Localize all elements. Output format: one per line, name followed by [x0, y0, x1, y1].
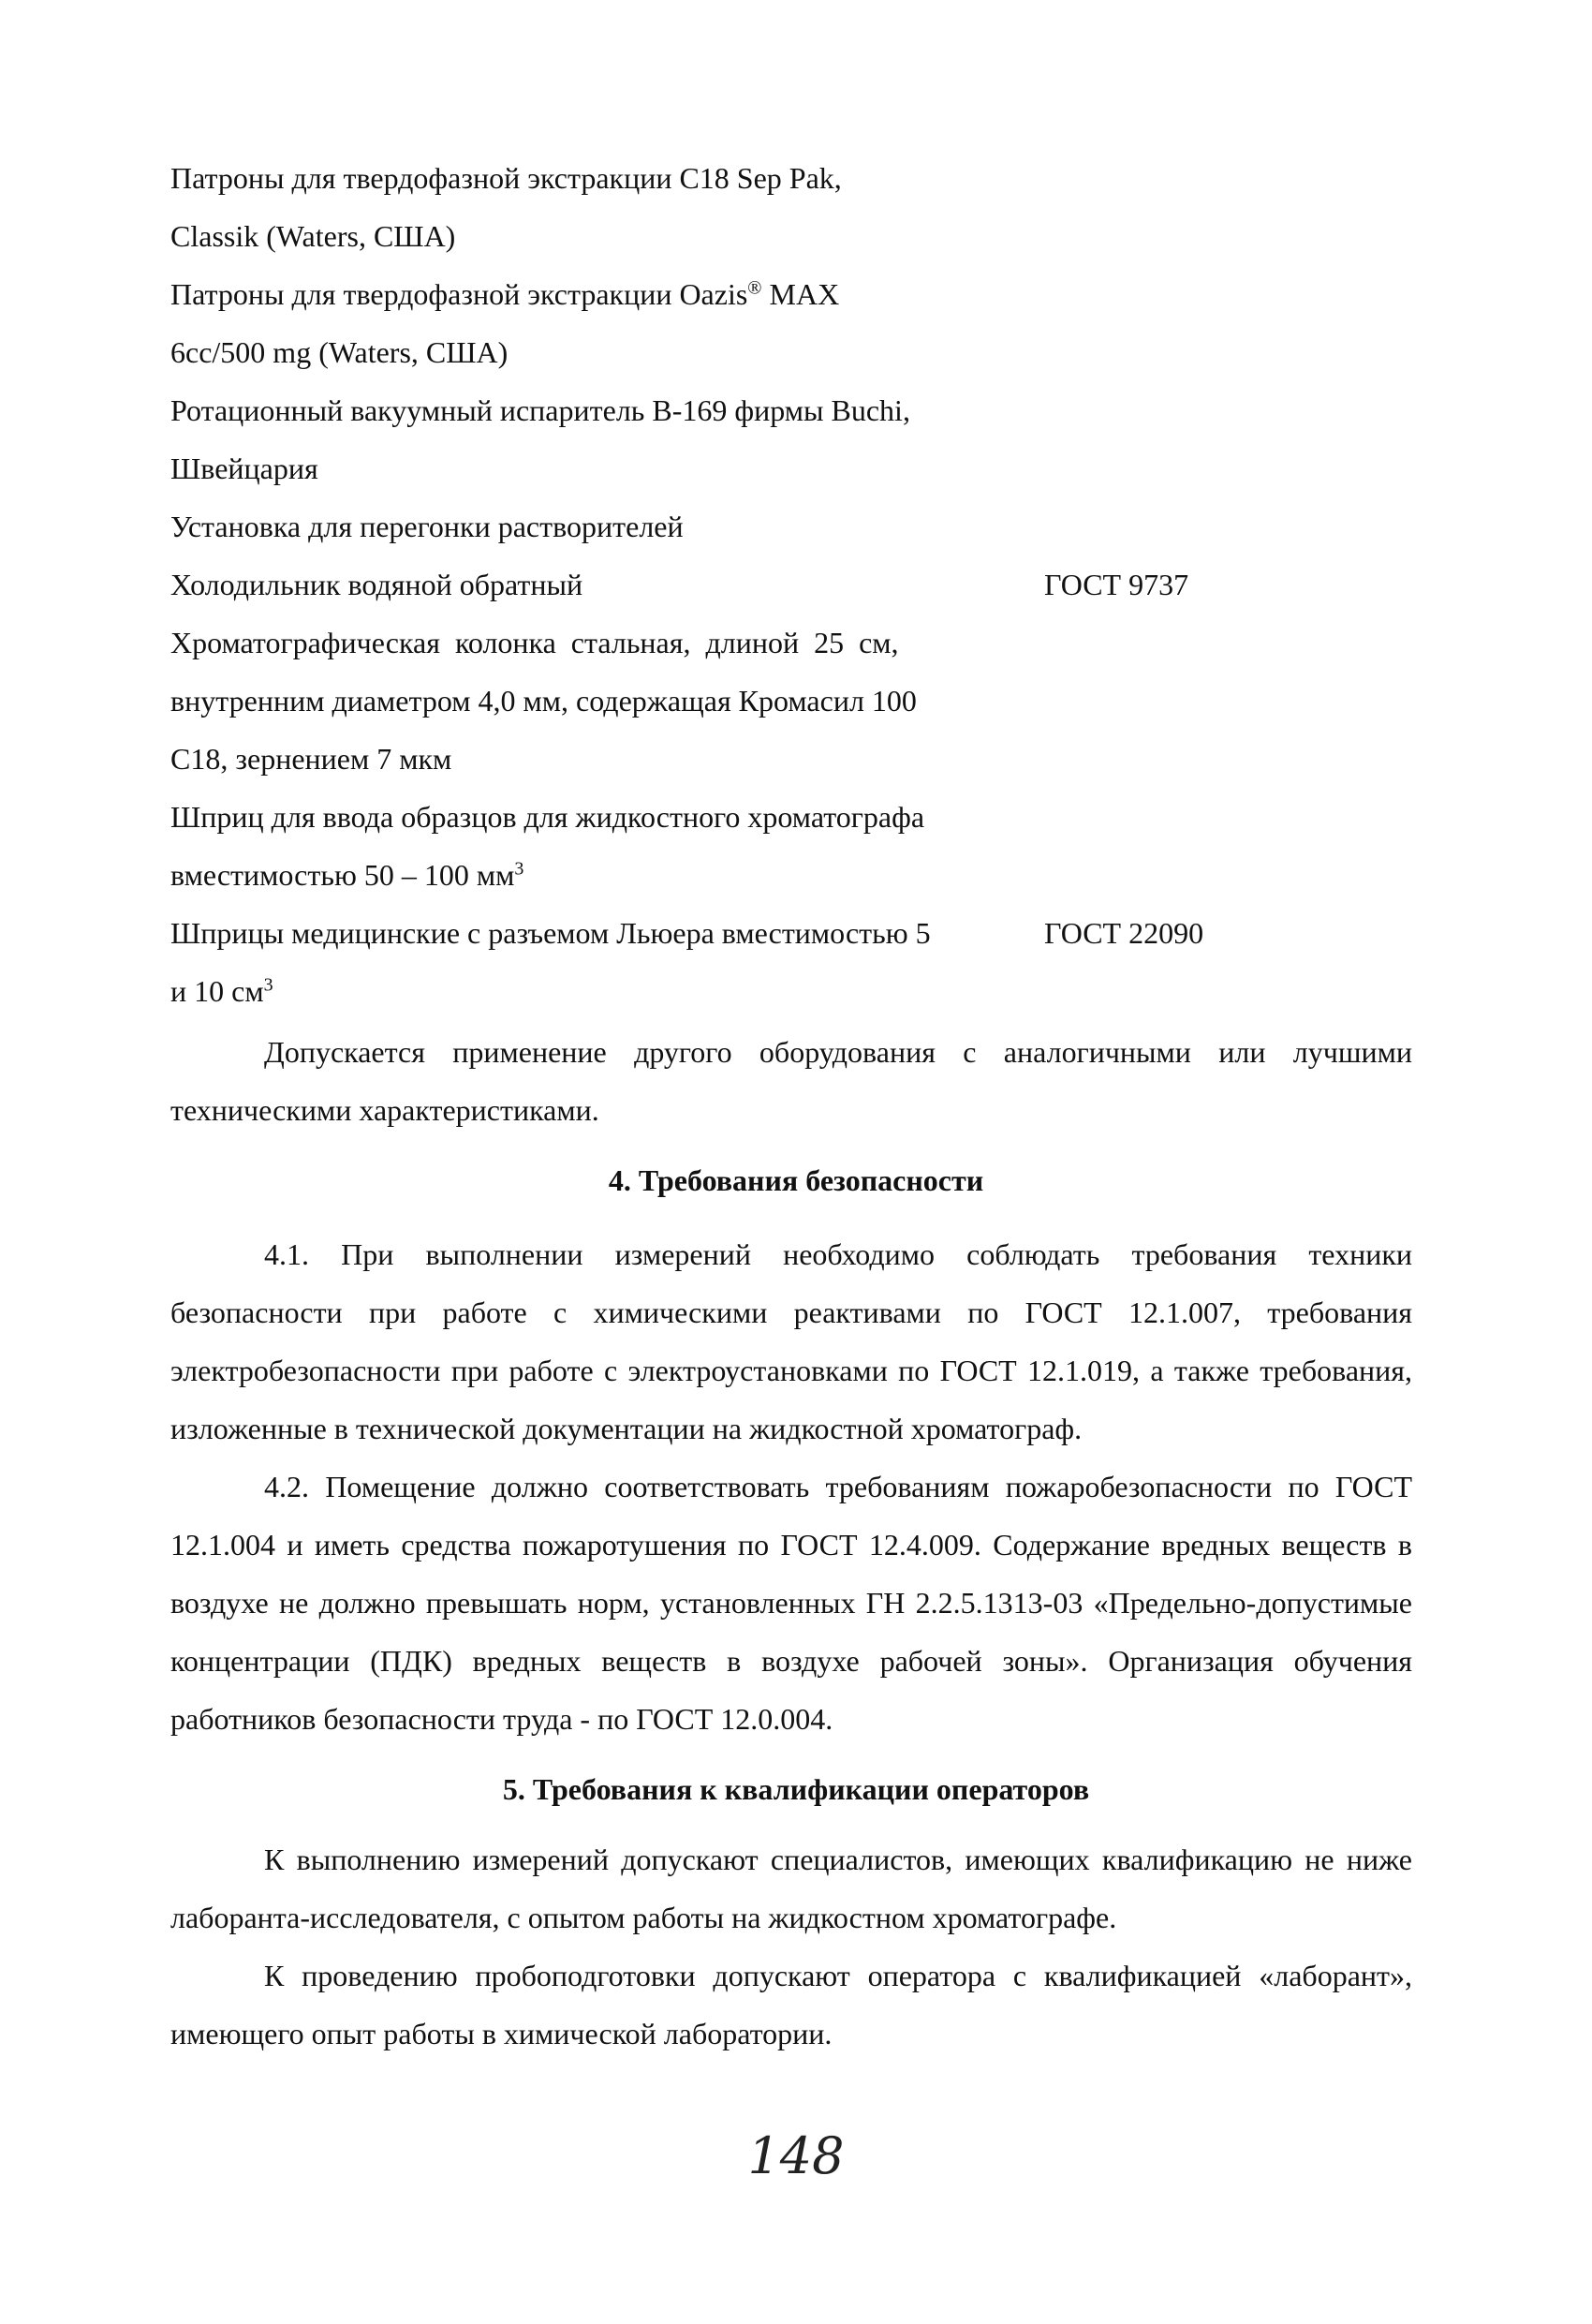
section-5-heading: 5. Требования к квалификации операторов: [502, 1772, 1090, 1806]
equipment-line-text: внутренним диаметром 4,0 мм, содержащая Кромасил 100: [170, 684, 917, 718]
superscript: 3: [514, 858, 524, 880]
equipment-line-text: 6cc/500 mg (Waters, США): [170, 335, 509, 369]
equipment-line-text: Патроны для твердофазной экстракции С18 Sep Pak,: [170, 161, 842, 195]
equipment-line: [170, 856, 523, 894]
handwritten-page-number: [0, 2119, 1592, 2198]
standard-reference: ГОСТ 9737: [1044, 568, 1189, 601]
equipment-line-text: Шприц для ввода образцов для жидкостного хроматографа: [170, 800, 925, 834]
equipment-line: [170, 914, 931, 952]
equipment-line-text: вместимостью 50 – 100 мм: [170, 858, 515, 892]
registered-mark: ®: [747, 277, 762, 299]
page-number-drawing: [740, 2119, 852, 2194]
equipment-line: [170, 566, 582, 603]
equipment-note: Допускается применение другого оборудования с аналогичными или лучшими техническими характеристиками.: [170, 1035, 1412, 1127]
equipment-line-text: Ротационный вакуумный испаритель В-169 фирмы Buchi,: [170, 393, 910, 427]
equipment-line: [170, 972, 273, 1010]
equipment-line: [170, 392, 910, 429]
equipment-line-text: Шприцы медицинские с разъемом Льюера вместимостью 5: [170, 916, 931, 950]
equipment-line: [170, 275, 839, 313]
equipment-line-text: Патроны для твердофазной экстракции Oazis: [170, 277, 748, 311]
equipment-line-text: Швейцария: [170, 451, 318, 485]
section-5-paragraph-2: К проведению пробоподготовки допускают оператора с квалификацией «лаборант», имеющего опыт работы в химической лаборатории.: [170, 1959, 1412, 2050]
section-4-heading: 4. Требования безопасности: [608, 1163, 984, 1197]
superscript: 3: [263, 974, 273, 996]
equipment-line-text: Classik (Waters, США): [170, 219, 456, 253]
section-4-paragraph-2: 4.2. Помещение должно соответствовать требованиям пожаробезопасности по ГОСТ 12.1.004 и иметь средства пожаротушения по ГОСТ 12.4.009. Содержание вредных веществ в воздухе не должно превышать норм, установленных ГН 2.2.5.1313-03 «Предельно-допустимые концентрации (ПДК) вредных веществ в воздухе рабочей зоны». Организация обучения работников безопасности труда - по ГОСТ 12.0.004.: [170, 1470, 1412, 1736]
equipment-line: [170, 159, 842, 197]
equipment-line-text: С18, зернением 7 мкм: [170, 742, 452, 776]
equipment-line: [170, 798, 924, 836]
equipment-line: [170, 740, 451, 777]
equipment-line-text: Установка для перегонки растворителей: [170, 510, 684, 543]
section-5-paragraph-1: К выполнению измерений допускают специалистов, имеющих квалификацию не ниже лаборанта-исследователя, с опытом работы на жидкостном хроматографе.: [170, 1843, 1412, 1934]
equipment-line: [170, 450, 318, 487]
equipment-line-text: MAX: [761, 277, 840, 311]
equipment-line: [170, 682, 917, 719]
standard-reference: ГОСТ 22090: [1044, 916, 1204, 950]
equipment-line: [170, 333, 508, 371]
equipment-line: [170, 624, 899, 661]
page-number-text: 148: [747, 2126, 845, 2185]
equipment-line: [170, 508, 684, 545]
equipment-line-text: Холодильник водяной обратный: [170, 568, 583, 601]
equipment-line-text: и 10 см: [170, 974, 264, 1008]
equipment-line: [170, 217, 455, 255]
equipment-line-text: Хроматографическая колонка стальная, длиной 25 см,: [170, 626, 899, 659]
section-4-paragraph-1: 4.1. При выполнении измерений необходимо соблюдать требования техники безопасности при работе с химическими реактивами по ГОСТ 12.1.007, требования электробезопасности при работе с электроустановками по ГОСТ 12.1.019, а также требования, изложенные в технической документации на жидкостной хроматограф.: [170, 1237, 1412, 1445]
